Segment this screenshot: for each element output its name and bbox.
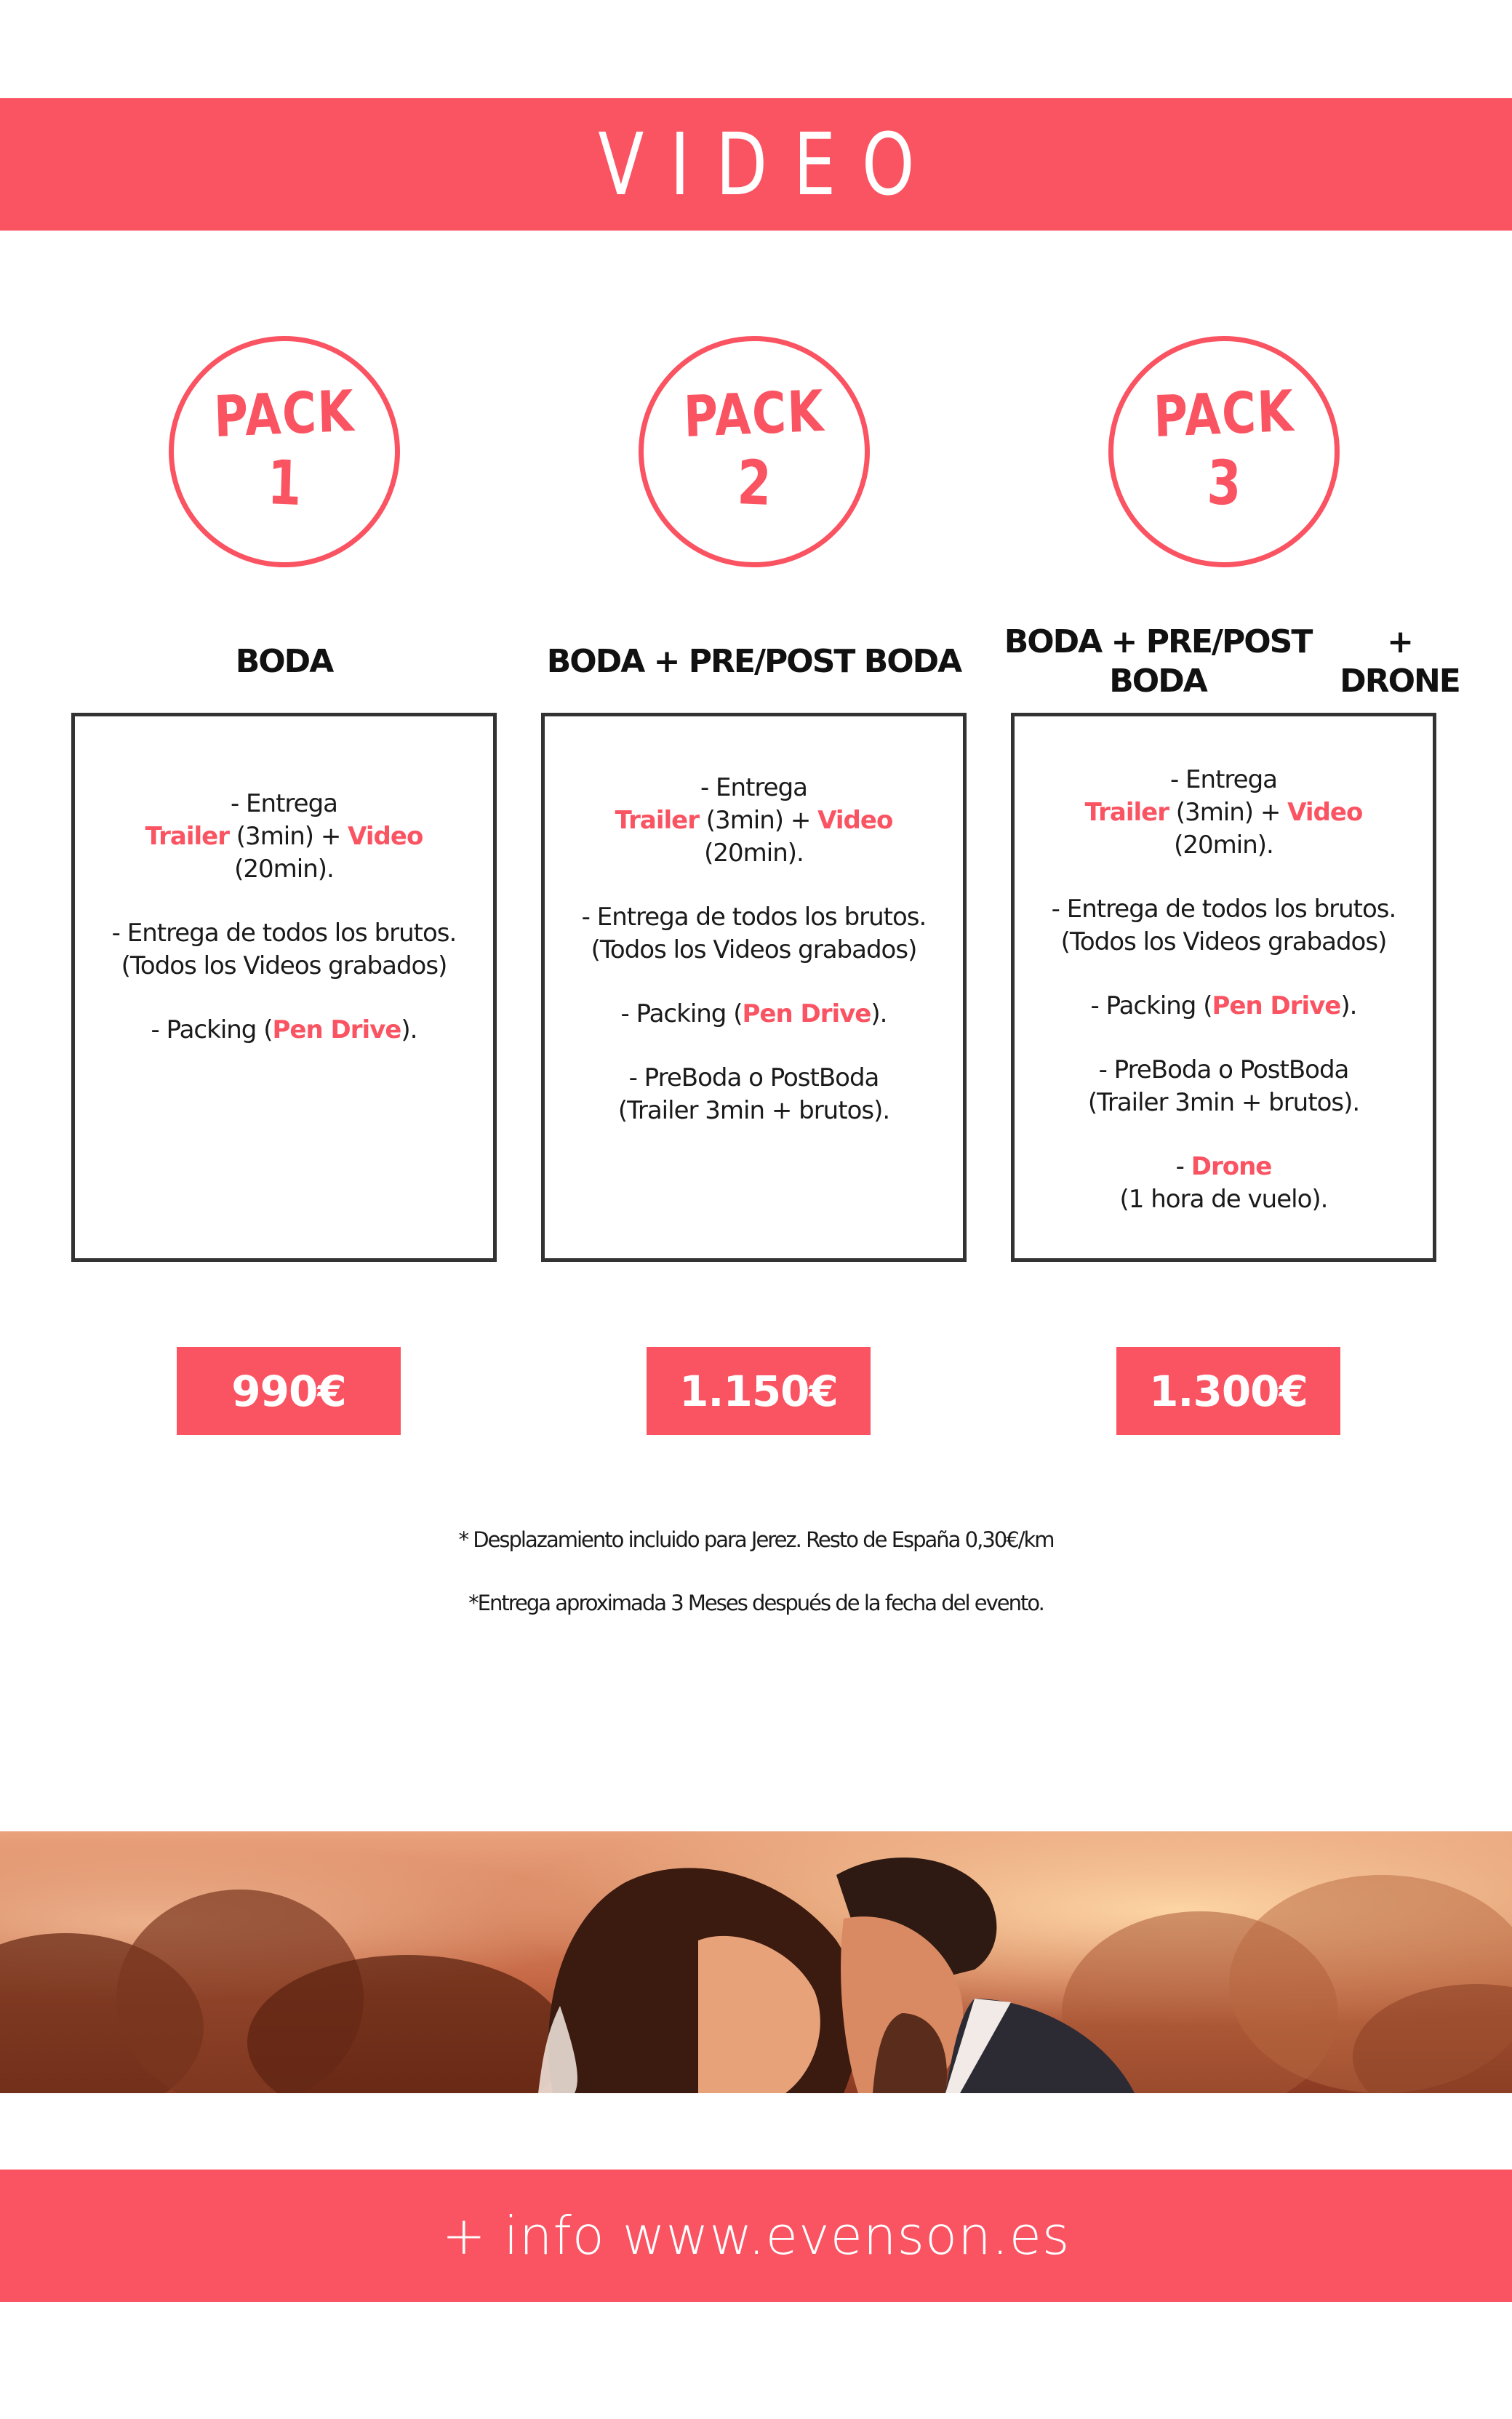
highlight-trailer: Trailer xyxy=(145,822,229,851)
pack-2-price: 1.150€ xyxy=(647,1347,871,1435)
feature-text: - PreBoda o PostBoda xyxy=(628,1063,879,1092)
footer-banner xyxy=(0,2170,1512,2302)
pack-2-title: BODA + PRE/POST BODA xyxy=(546,643,961,681)
feature-text: (20min). xyxy=(704,839,804,868)
pack-badge-word: PACK xyxy=(212,378,356,450)
feature-brutos xyxy=(567,901,941,967)
pack-1-price: 990€ xyxy=(177,1347,401,1435)
pack-badge-word: PACK xyxy=(682,378,825,450)
feature-text: - Packing ( xyxy=(151,1015,273,1044)
feature-entrega xyxy=(1036,764,1411,862)
feature-text: - PreBoda o PostBoda xyxy=(1098,1055,1349,1084)
pack-title-line: BODA + PRE/POST BODA xyxy=(1004,623,1312,700)
feature-packing xyxy=(1036,990,1411,1023)
pack-badge-number: 1 xyxy=(266,446,303,519)
feature-entrega xyxy=(567,772,941,870)
feature-text: (20min). xyxy=(1174,831,1273,860)
feature-text: - xyxy=(1175,1152,1191,1181)
feature-packing xyxy=(567,998,941,1031)
pack-badge-number: 2 xyxy=(736,446,772,519)
feature-text: ). xyxy=(871,999,887,1028)
pack-3-feature-list xyxy=(1036,764,1411,1216)
feature-brutos xyxy=(97,917,471,983)
feature-preboda xyxy=(567,1062,941,1127)
feature-text: (1 hora de vuelo). xyxy=(1119,1185,1328,1214)
pack-1-title: BODA xyxy=(235,643,333,681)
pack-2-feature-box xyxy=(541,713,967,1262)
feature-entrega xyxy=(97,788,471,886)
highlight-drone: Drone xyxy=(1191,1152,1272,1181)
note-travel: * Desplazamiento incluido para Jerez. Resto de España 0,30€/km xyxy=(458,1527,1054,1552)
feature-drone xyxy=(1036,1151,1411,1216)
feature-text: - Entrega de todos los brutos. xyxy=(1051,895,1396,924)
highlight-pen-drive: Pen Drive xyxy=(272,1015,401,1044)
pack-3-title xyxy=(982,615,1465,709)
feature-text: (Todos los Videos grabados) xyxy=(121,951,447,980)
pack-3-badge xyxy=(1108,336,1340,567)
feature-text: ). xyxy=(401,1015,417,1044)
feature-text: (Trailer 3min + brutos). xyxy=(617,1096,890,1125)
couple-photo xyxy=(0,1831,1512,2093)
feature-text: - Entrega de todos los brutos. xyxy=(111,919,457,948)
feature-text: - Entrega xyxy=(230,789,337,818)
pack-1-feature-box xyxy=(71,713,497,1262)
feature-text: - Entrega xyxy=(700,773,807,802)
feature-text: - Packing ( xyxy=(1090,991,1212,1020)
highlight-trailer: Trailer xyxy=(1084,798,1169,827)
highlight-video: Video xyxy=(348,822,423,851)
feature-text: (3min) + xyxy=(228,822,348,851)
website-info[interactable]: + info www.evenson.es xyxy=(441,2205,1071,2266)
feature-preboda xyxy=(1036,1054,1411,1119)
note-delivery: *Entrega aproximada 3 Meses después de la fecha del evento. xyxy=(468,1591,1044,1615)
feature-text: (Todos los Videos grabados) xyxy=(1060,927,1387,956)
pack-badge-word: PACK xyxy=(1152,378,1295,450)
feature-text: (Trailer 3min + brutos). xyxy=(1087,1088,1360,1117)
pack-3-feature-box xyxy=(1011,713,1436,1262)
highlight-trailer: Trailer xyxy=(615,806,699,835)
highlight-video: Video xyxy=(817,806,893,835)
highlight-video: Video xyxy=(1287,798,1363,827)
header-banner xyxy=(0,98,1512,231)
pack-2-feature-list xyxy=(567,772,941,1127)
highlight-pen-drive: Pen Drive xyxy=(1212,991,1341,1020)
feature-text: (20min). xyxy=(234,855,334,884)
feature-text: - Packing ( xyxy=(620,999,743,1028)
feature-brutos xyxy=(1036,893,1411,959)
feature-text: (3min) + xyxy=(1168,798,1288,827)
feature-packing xyxy=(97,1014,471,1047)
feature-text: (3min) + xyxy=(698,806,818,835)
pack-1-badge xyxy=(169,336,400,567)
page-title: VIDEO xyxy=(597,114,940,215)
pack-1-feature-list xyxy=(97,788,471,1047)
highlight-pen-drive: Pen Drive xyxy=(742,999,871,1028)
pack-3-price: 1.300€ xyxy=(1116,1347,1340,1435)
feature-text: - Entrega xyxy=(1169,765,1277,794)
footnotes xyxy=(0,1527,1512,1615)
feature-text: (Todos los Videos grabados) xyxy=(591,935,917,964)
feature-text: - Entrega de todos los brutos. xyxy=(581,903,927,932)
feature-text: ). xyxy=(1340,991,1357,1020)
pack-2-badge xyxy=(639,336,870,567)
pack-badge-number: 3 xyxy=(1206,446,1242,519)
pack-title-line: + DRONE xyxy=(1340,623,1460,700)
